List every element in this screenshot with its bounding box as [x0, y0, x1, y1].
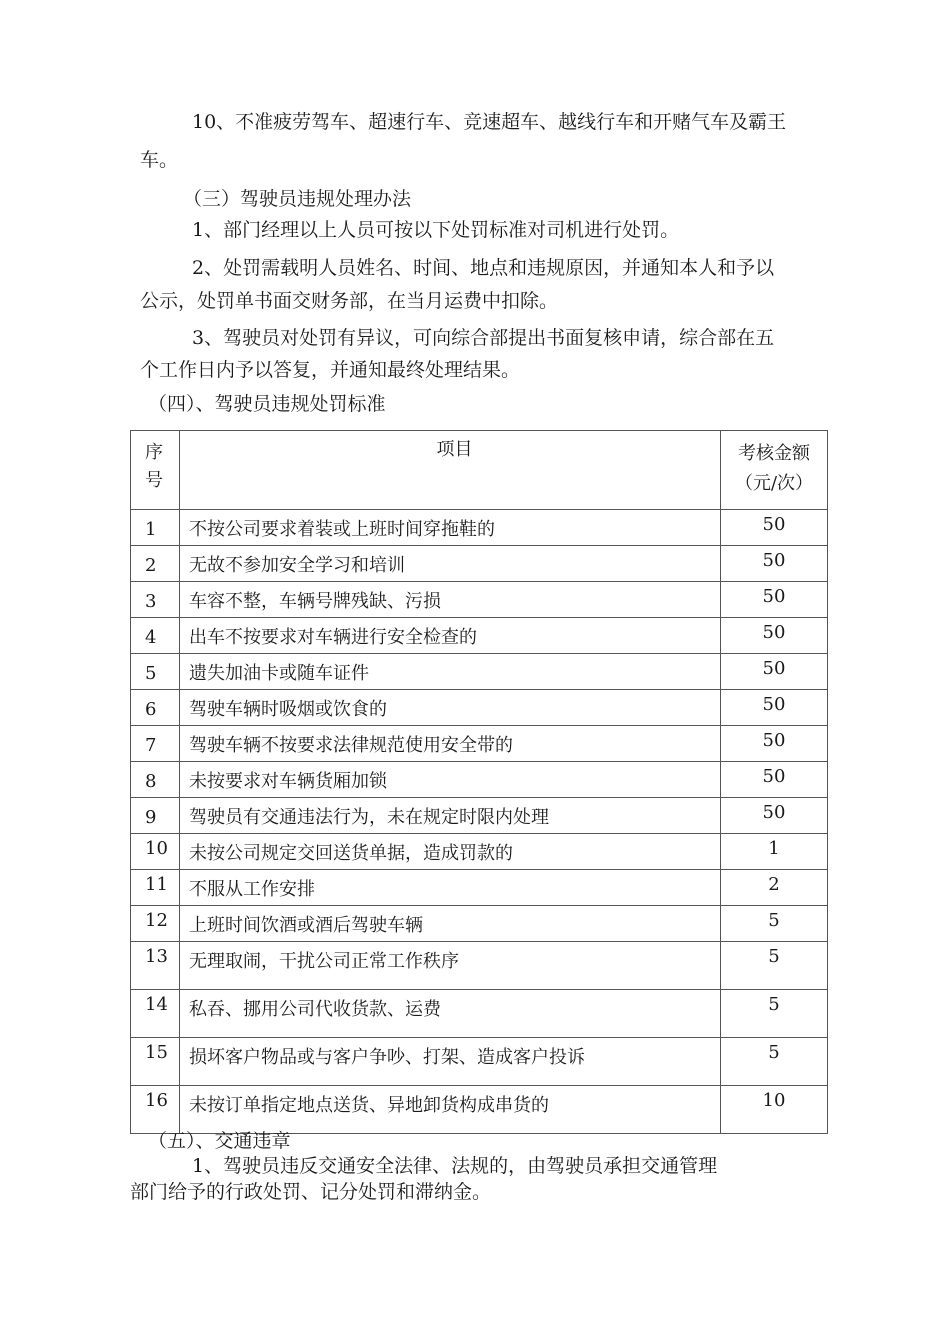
row-item: 无理取闹，干扰公司正常工作秩序: [189, 951, 459, 972]
table-row: [131, 906, 828, 942]
row-number: 4: [145, 627, 157, 648]
row-number: 16: [145, 1090, 168, 1111]
row-amount: 50: [762, 586, 786, 607]
row-item: 未按要求对车辆货厢加锁: [189, 771, 387, 792]
table-row: [131, 654, 828, 690]
row-item: 不服从工作安排: [189, 879, 315, 900]
row-item: 无故不参加安全学习和培训: [189, 555, 405, 576]
row-number: 7: [145, 735, 157, 756]
table-row: [131, 1086, 828, 1134]
row-amount: 5: [768, 994, 780, 1015]
table-row: [131, 990, 828, 1038]
table-row: [131, 510, 828, 546]
penalty-table: [130, 430, 828, 1134]
row-item: 私吞、挪用公司代收货款、运费: [189, 999, 441, 1020]
row-number: 5: [145, 663, 157, 684]
row-amount: 50: [762, 730, 786, 751]
row-number: 15: [145, 1042, 168, 1063]
table-row: [131, 1038, 828, 1086]
row-amount: 50: [762, 658, 786, 679]
row-item: 驾驶车辆不按要求法律规范使用安全带的: [189, 735, 513, 756]
row-amount: 5: [768, 946, 780, 967]
table-row: [131, 870, 828, 906]
row-amount: 10: [762, 1090, 786, 1111]
row-amount: 50: [762, 514, 786, 535]
row-item: 遗失加油卡或随车证件: [189, 663, 369, 684]
row-item: 车容不整，车辆号牌残缺、污损: [189, 591, 441, 612]
row-number: 2: [145, 555, 157, 576]
paragraph-line: 车。: [140, 149, 179, 171]
row-item: 驾驶员有交通违法行为，未在规定时限内处理: [189, 807, 549, 828]
row-amount: 5: [768, 1042, 780, 1063]
table-row: [131, 546, 828, 582]
header-item: 项目: [180, 431, 721, 510]
row-item: 出车不按要求对车辆进行安全检查的: [189, 627, 477, 648]
paragraph-line: 1、驾驶员违反交通安全法律、法规的，由驾驶员承担交通管理: [192, 1155, 718, 1177]
paragraph-line: 1、部门经理以上人员可按以下处罚标准对司机进行处罚。: [192, 219, 680, 241]
row-item: 上班时间饮酒或酒后驾驶车辆: [189, 915, 423, 936]
row-number: 3: [145, 591, 157, 612]
row-item: 未按公司规定交回送货单据，造成罚款的: [189, 843, 513, 864]
row-number: 11: [145, 874, 168, 895]
table-row: [131, 834, 828, 870]
table-row: [131, 726, 828, 762]
row-item: 损坏客户物品或与客户争吵、打架、造成客户投诉: [189, 1047, 585, 1068]
paragraph-line: 公示，处罚单书面交财务部，在当月运费中扣除。: [140, 290, 559, 312]
row-amount: 5: [768, 910, 780, 931]
table-row: [131, 942, 828, 990]
row-amount: 50: [762, 694, 786, 715]
row-item: 未按订单指定地点送货、异地卸货构成串货的: [189, 1095, 549, 1116]
row-number: 9: [145, 807, 157, 828]
table-row: [131, 690, 828, 726]
table-row: [131, 618, 828, 654]
row-amount: 2: [768, 874, 780, 895]
row-amount: 50: [762, 766, 786, 787]
row-amount: 50: [762, 802, 786, 823]
paragraph-line: 个工作日内予以答复，并通知最终处理结果。: [140, 359, 521, 381]
section-heading: （五）、交通违章: [148, 1130, 291, 1152]
paragraph-line: 10、不准疲劳驾车、超速行车、竞速超车、越线行车和开赌气车及霸王: [192, 111, 787, 133]
paragraph-line: 部门给予的行政处罚、记分处罚和滞纳金。: [130, 1181, 492, 1203]
table-row: [131, 798, 828, 834]
row-number: 10: [145, 838, 168, 859]
header-no: 序 号: [131, 431, 180, 510]
row-number: 6: [145, 699, 157, 720]
table-header-row: [131, 431, 828, 510]
section-heading: （四）、驾驶员违规处罚标准: [148, 393, 386, 415]
row-item: 驾驶车辆时吸烟或饮食的: [189, 699, 387, 720]
row-number: 13: [145, 946, 168, 967]
section-heading: （三）驾驶员违规处理办法: [183, 188, 412, 210]
row-number: 14: [145, 994, 168, 1015]
header-amount: 考核金额 （元/次）: [721, 431, 828, 510]
paragraph-line: 2、处罚需载明人员姓名、时间、地点和违规原因，并通知本人和予以: [192, 257, 775, 279]
table-row: [131, 582, 828, 618]
row-number: 1: [145, 519, 157, 540]
row-amount: 50: [762, 622, 786, 643]
row-number: 12: [145, 910, 168, 931]
row-item: 不按公司要求着装或上班时间穿拖鞋的: [189, 519, 495, 540]
row-amount: 1: [768, 838, 780, 859]
row-amount: 50: [762, 550, 786, 571]
table-row: [131, 762, 828, 798]
paragraph-line: 3、驾驶员对处罚有异议，可向综合部提出书面复核申请，综合部在五: [192, 327, 775, 349]
row-number: 8: [145, 771, 157, 792]
